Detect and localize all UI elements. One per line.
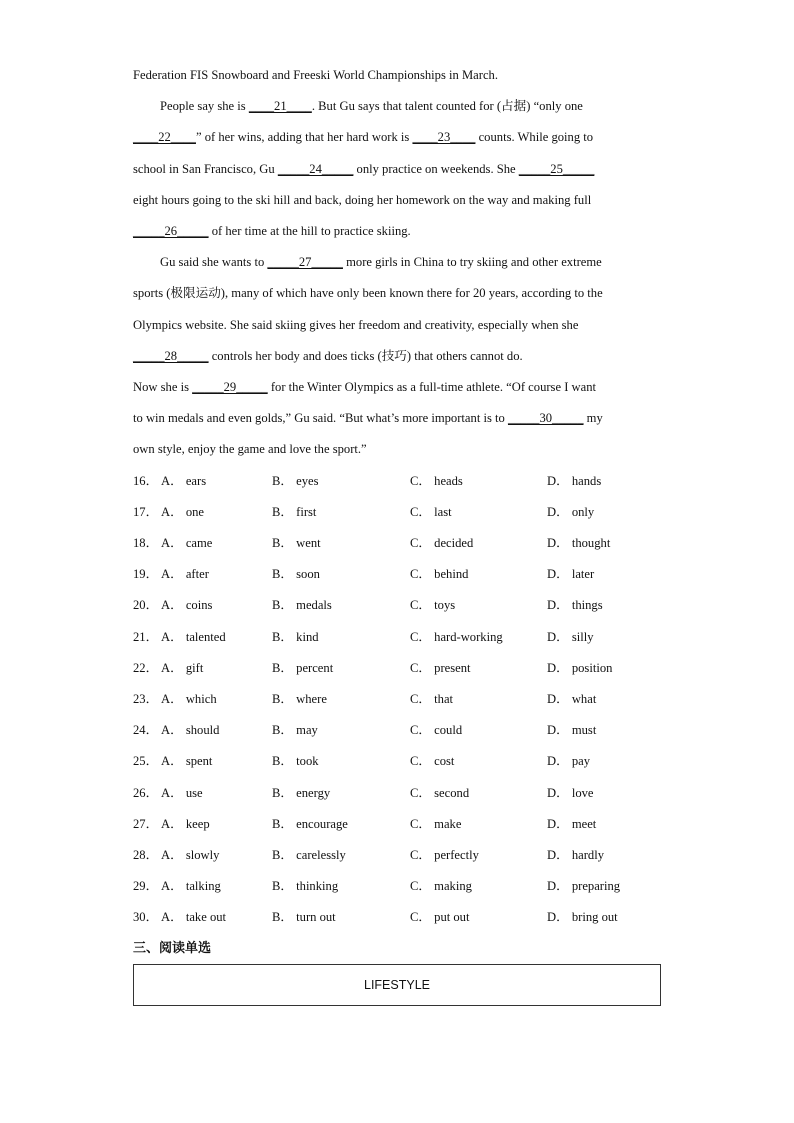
passage-line: [133, 434, 661, 465]
option-c[interactable]: C． decided: [410, 536, 474, 551]
option-a[interactable]: A． use: [161, 785, 203, 800]
passage-text: only practice on weekends. She: [353, 161, 519, 176]
blank-24: _____24_____: [277, 161, 354, 176]
option-b[interactable]: B． first: [272, 504, 317, 519]
option-c[interactable]: C． put out: [410, 910, 470, 925]
passage-line: [133, 278, 661, 309]
passage-text: eight hours going to the ski hill and back, doing her homework on the way and making full: [133, 192, 592, 207]
passage-text: of her time at the hill to practice skiing.: [208, 224, 411, 239]
passage-text: . But Gu says that talent counted for (占据) “only one: [311, 99, 583, 114]
option-b[interactable]: B． medals: [272, 598, 332, 613]
document-page: [133, 60, 661, 1006]
passage-text: sports (极限运动), many of which have only been known there for 20 years, according to the: [133, 286, 603, 301]
option-c[interactable]: C． that: [410, 691, 454, 706]
passage-text: People say she is: [160, 99, 249, 114]
question-number: 17．: [133, 504, 159, 519]
question-number: 30．: [133, 910, 159, 925]
option-d[interactable]: D． love: [547, 785, 594, 800]
passage-text: Now she is: [133, 380, 193, 395]
passage-line: [133, 310, 661, 341]
option-c[interactable]: C． heads: [410, 473, 463, 488]
blank-27: _____27_____: [267, 255, 343, 270]
passage-line: [133, 216, 661, 247]
option-b[interactable]: B． energy: [272, 785, 331, 800]
section-title: 三、阅读单选: [133, 941, 212, 957]
option-d[interactable]: D． things: [547, 598, 603, 613]
option-b[interactable]: B． encourage: [272, 816, 348, 831]
option-d[interactable]: D． position: [547, 660, 613, 675]
option-c[interactable]: C． toys: [410, 598, 456, 613]
option-b[interactable]: B． went: [272, 536, 321, 551]
option-d[interactable]: D． preparing: [547, 879, 621, 894]
question-row-20: [133, 590, 661, 621]
question-row-26: [133, 778, 661, 809]
passage-text: Gu said she wants to: [160, 255, 268, 270]
question-number: 29．: [133, 879, 159, 894]
option-a[interactable]: A． ears: [161, 473, 207, 488]
option-d[interactable]: D． pay: [547, 754, 591, 769]
question-number: 27．: [133, 816, 159, 831]
question-number: 24．: [133, 723, 159, 738]
option-a[interactable]: A． one: [161, 504, 205, 519]
passage-text: ” of her wins, adding that her hard work is: [195, 130, 413, 145]
option-b[interactable]: B． turn out: [272, 910, 336, 925]
passage-text: more girls in China to try skiing and other extreme: [342, 255, 602, 270]
option-a[interactable]: A． after: [161, 567, 209, 582]
option-c[interactable]: C． perfectly: [410, 847, 479, 862]
option-a[interactable]: A． talking: [161, 879, 221, 894]
option-b[interactable]: B． soon: [272, 567, 320, 582]
passage-line: [133, 403, 661, 434]
option-a[interactable]: A． came: [161, 536, 213, 551]
option-b[interactable]: B． eyes: [272, 473, 319, 488]
question-number: 19．: [133, 567, 159, 582]
question-row-28: [133, 840, 661, 871]
question-row-25: [133, 746, 661, 777]
option-d[interactable]: D． hands: [547, 473, 602, 488]
passage-text: counts. While going to: [475, 130, 594, 145]
option-d[interactable]: D． silly: [547, 629, 594, 644]
passage-text: Olympics website. She said skiing gives her freedom and creativity, especially when she: [133, 317, 579, 332]
blank-29: _____29_____: [192, 380, 268, 395]
option-a[interactable]: A． keep: [161, 816, 210, 831]
passage-line: [133, 60, 661, 91]
option-c[interactable]: C． could: [410, 723, 463, 738]
question-row-27: [133, 809, 661, 840]
passage-line: [133, 91, 661, 122]
passage-text: for the Winter Olympics as a full-time athlete. “Of course I want: [267, 380, 597, 395]
question-row-29: [133, 871, 661, 902]
blank-22: ____22____: [133, 130, 196, 145]
passage-line: [133, 185, 661, 216]
passage-line: [133, 247, 661, 278]
question-number: 20．: [133, 598, 159, 613]
blank-21: ____21____: [248, 99, 312, 114]
option-a[interactable]: A． slowly: [161, 847, 220, 862]
passage-text: controls her body and does ticks (技巧) that others cannot do.: [208, 348, 523, 363]
question-row-16: [133, 466, 661, 497]
question-row-19: [133, 559, 661, 590]
question-row-17: [133, 497, 661, 528]
option-b[interactable]: B． took: [272, 754, 319, 769]
question-number: 23．: [133, 691, 159, 706]
blank-26: _____26_____: [133, 224, 209, 239]
passage-line: [133, 341, 661, 372]
question-row-23: [133, 684, 661, 715]
option-d[interactable]: D． must: [547, 723, 597, 738]
option-d[interactable]: D． what: [547, 691, 597, 706]
passage-text: Federation FIS Snowboard and Freeski World Championships in March.: [133, 68, 498, 82]
blank-23: ____23____: [412, 130, 476, 145]
question-row-21: [133, 622, 661, 653]
option-b[interactable]: B． may: [272, 723, 318, 738]
option-d[interactable]: D． meet: [547, 816, 597, 831]
passage-text: my: [583, 411, 603, 426]
option-a[interactable]: A． which: [161, 691, 217, 706]
option-c[interactable]: C． cost: [410, 754, 455, 769]
option-a[interactable]: A． talented: [161, 629, 226, 644]
passage-text: school in San Francisco, Gu: [133, 161, 278, 176]
option-b[interactable]: B． carelessly: [272, 847, 346, 862]
blank-28: _____28_____: [133, 348, 209, 363]
option-d[interactable]: D． only: [547, 504, 595, 519]
option-c[interactable]: C． last: [410, 504, 452, 519]
option-c[interactable]: C． behind: [410, 567, 469, 582]
option-d[interactable]: D． hardly: [547, 847, 605, 862]
option-c[interactable]: C． making: [410, 879, 472, 894]
option-d[interactable]: D． thought: [547, 536, 611, 551]
question-number: 16．: [133, 473, 159, 488]
option-a[interactable]: A． take out: [161, 910, 227, 925]
options-list: [133, 466, 661, 934]
question-number: 25．: [133, 754, 159, 769]
question-row-24: [133, 715, 661, 746]
option-d[interactable]: D． later: [547, 567, 595, 582]
option-c[interactable]: C． second: [410, 785, 470, 800]
option-a[interactable]: A． gift: [161, 660, 204, 675]
question-number: 22．: [133, 660, 159, 675]
question-row-22: [133, 653, 661, 684]
option-c[interactable]: C． present: [410, 660, 471, 675]
passage-line: [133, 372, 661, 403]
option-b[interactable]: B． thinking: [272, 879, 339, 894]
passage-line: [133, 154, 661, 185]
question-number: 18．: [133, 536, 159, 551]
question-number: 28．: [133, 847, 159, 862]
option-a[interactable]: A． spent: [161, 754, 213, 769]
option-b[interactable]: B． kind: [272, 629, 319, 644]
option-a[interactable]: A． coins: [161, 598, 213, 613]
option-d[interactable]: D． bring out: [547, 910, 618, 925]
question-number: 26．: [133, 785, 159, 800]
box-title: LIFESTYLE: [364, 978, 430, 993]
option-b[interactable]: B． where: [272, 691, 327, 706]
question-row-18: [133, 528, 661, 559]
passage-text: to win medals and even golds,” Gu said. “But what’s more important is to: [133, 411, 508, 426]
option-a[interactable]: A． should: [161, 723, 220, 738]
blank-25: _____25_____: [518, 161, 595, 176]
blank-30: _____30_____: [507, 411, 584, 426]
option-c[interactable]: C． hard-working: [410, 629, 503, 644]
passage-line: [133, 122, 661, 153]
option-b[interactable]: B． percent: [272, 660, 334, 675]
question-row-30: [133, 902, 661, 933]
passage-text: own style, enjoy the game and love the sport.”: [133, 442, 367, 457]
lifestyle-box: [133, 964, 661, 1006]
question-number: 21．: [133, 629, 159, 644]
option-c[interactable]: C． make: [410, 816, 462, 831]
